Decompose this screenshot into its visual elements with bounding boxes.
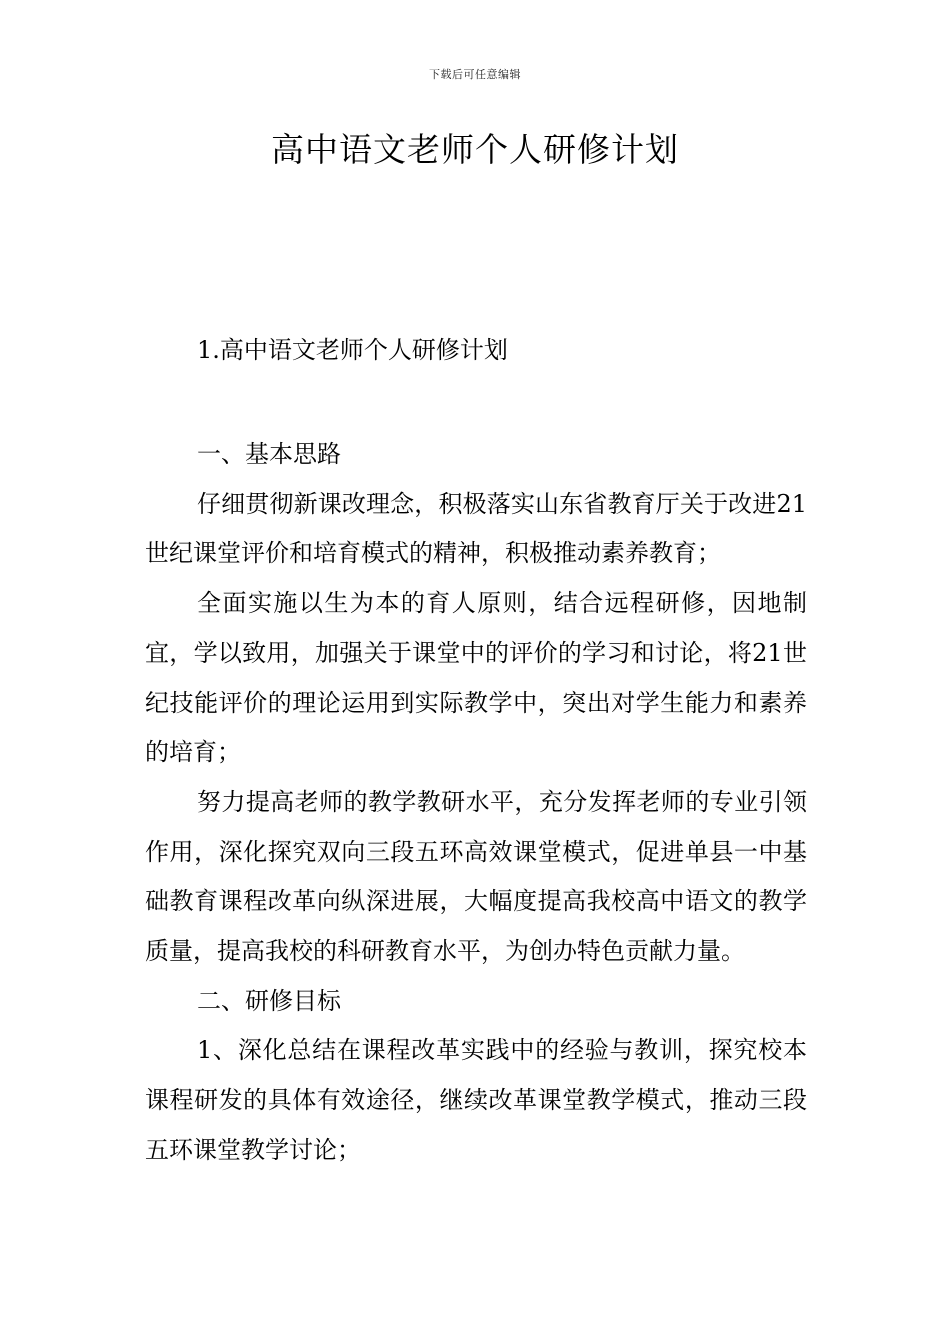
paragraph: 1、深化总结在课程改革实践中的经验与教训，探究校本课程研发的具体有效途径，继续改革课堂教学模式，推动三段五环课堂教学讨论； xyxy=(145,1036,807,1164)
section-subtitle: 1.高中语文老师个人研修计划 xyxy=(197,336,508,364)
heading-training-goals: 二、研修目标 xyxy=(197,986,341,1015)
header-note: 下载后可任意编辑 xyxy=(429,68,521,81)
document-title: 高中语文老师个人研修计划 xyxy=(271,130,679,169)
paragraph: 全面实施以生为本的育人原则，结合远程研修，因地制宜，学以致用，加强关于课堂中的评价的学习和讨论，将21世纪技能评价的理论运用到实际教学中，突出对学生能力和素养的培育； xyxy=(145,589,807,767)
heading-basic-approach: 一、基本思路 xyxy=(197,440,341,468)
paragraph: 仔细贯彻新课改理念，积极落实山东省教育厅关于改进21世纪课堂评价和培育模式的精神，积极推动素养教育； xyxy=(145,489,807,568)
paragraph: 努力提高老师的教学教研水平，充分发挥老师的专业引领作用，深化探究双向三段五环高效课堂模式，促进单县一中基础教育课程改革向纵深进展，大幅度提高我校高中语文的教学质量，提高我校的科研教育水平，为创办特色贡献力量。 xyxy=(145,787,807,966)
body-text xyxy=(145,430,807,1176)
